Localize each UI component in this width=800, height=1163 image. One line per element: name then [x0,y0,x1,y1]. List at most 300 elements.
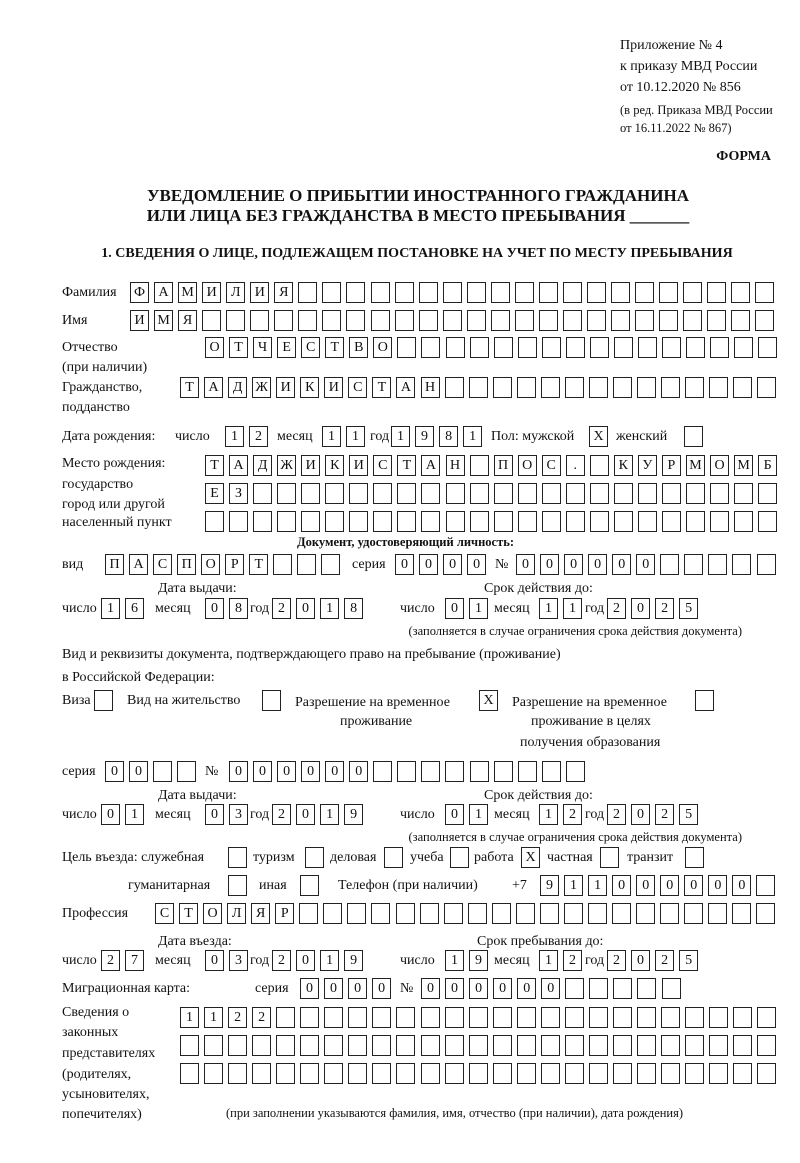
permit-valid-day-cell[interactable]: 0 [445,804,464,825]
doc-kind-cell[interactable]: П [105,554,124,575]
mc-series-cell[interactable]: 0 [372,978,391,999]
purpose-tourism-cell[interactable] [305,847,324,868]
representatives-1-cell[interactable] [493,1007,512,1028]
purpose-study-cell[interactable] [450,847,469,868]
representatives-2-cell[interactable] [589,1035,608,1056]
doc-number-cell[interactable]: 0 [612,554,631,575]
citizenship-cell[interactable] [493,377,512,398]
surname-cell[interactable] [515,282,534,303]
permit-issue-month-cell[interactable]: 0 [205,804,224,825]
patronymic-cell[interactable]: Ч [253,337,272,358]
citizenship-cell[interactable]: К [300,377,319,398]
doc-number-cell[interactable]: 0 [636,554,655,575]
doc-issue-year-cell[interactable]: 2 [272,598,291,619]
doc-valid-day-cell[interactable]: 1 [469,598,488,619]
representatives-3-cell[interactable] [661,1063,680,1084]
phone-cell[interactable]: 9 [540,875,559,896]
purpose-official-cell[interactable] [228,847,247,868]
birth-place-1-cell[interactable]: Н [446,455,465,476]
permit-series-cell[interactable] [153,761,172,782]
permit-issue-year-cell[interactable]: 1 [320,804,339,825]
entry-month-cell[interactable]: 0 [205,950,224,971]
mc-number-cell[interactable]: 0 [493,978,512,999]
stay-month-cell[interactable]: 2 [563,950,582,971]
surname-cell[interactable]: А [154,282,173,303]
name-cell[interactable] [731,310,750,331]
profession-cell[interactable] [396,903,415,924]
permit-valid-month-cell[interactable]: 2 [563,804,582,825]
mc-number-cell[interactable] [613,978,632,999]
representatives-1-cell[interactable] [757,1007,776,1028]
name-cell[interactable] [755,310,774,331]
citizenship-cell[interactable]: Ж [252,377,271,398]
name-cell[interactable] [491,310,510,331]
birth-place-2-cell[interactable] [325,483,344,504]
birth-place-2-cell[interactable] [421,483,440,504]
doc-number-cell[interactable] [732,554,751,575]
birth-place-1-cell[interactable]: Д [253,455,272,476]
representatives-3-cell[interactable] [541,1063,560,1084]
birth-place-2-cell[interactable] [662,483,681,504]
patronymic-cell[interactable] [494,337,513,358]
doc-issue-month-cell[interactable]: 0 [205,598,224,619]
doc-valid-month-cell[interactable]: 1 [563,598,582,619]
citizenship-cell[interactable] [757,377,776,398]
doc-valid-year-cell[interactable]: 2 [607,598,626,619]
permit-issue-year-cell[interactable]: 2 [272,804,291,825]
birth-place-3-cell[interactable] [758,511,777,532]
entry-year-cell[interactable]: 0 [296,950,315,971]
mc-number-cell[interactable]: 0 [445,978,464,999]
doc-number-cell[interactable]: 0 [540,554,559,575]
profession-cell[interactable] [708,903,727,924]
phone-cell[interactable]: 0 [660,875,679,896]
citizenship-cell[interactable] [637,377,656,398]
representatives-3-cell[interactable] [445,1063,464,1084]
name-cell[interactable] [419,310,438,331]
representatives-3-cell[interactable] [565,1063,584,1084]
purpose-other-cell[interactable] [300,875,319,896]
birth-place-1-cell[interactable]: П [494,455,513,476]
profession-cell[interactable] [371,903,390,924]
permit-number-cell[interactable]: 0 [229,761,248,782]
name-cell[interactable] [659,310,678,331]
citizenship-cell[interactable] [661,377,680,398]
profession-cell[interactable] [732,903,751,924]
birth-place-1-cell[interactable]: Р [662,455,681,476]
representatives-2-cell[interactable] [276,1035,295,1056]
patronymic-cell[interactable] [614,337,633,358]
representatives-2-cell[interactable] [733,1035,752,1056]
phone-cell[interactable]: 0 [708,875,727,896]
birth-place-3-cell[interactable] [373,511,392,532]
profession-cell[interactable] [612,903,631,924]
permit-issue-year-cell[interactable]: 0 [296,804,315,825]
patronymic-cell[interactable] [566,337,585,358]
representatives-2-cell[interactable] [517,1035,536,1056]
representatives-3-cell[interactable] [757,1063,776,1084]
purpose-transit-cell[interactable] [685,847,704,868]
patronymic-cell[interactable]: С [301,337,320,358]
birth-month-cell[interactable]: 1 [346,426,365,447]
patronymic-cell[interactable]: Т [325,337,344,358]
surname-cell[interactable] [371,282,390,303]
visa-cell[interactable] [94,690,113,711]
permit-issue-year-cell[interactable]: 9 [344,804,363,825]
name-cell[interactable] [298,310,317,331]
doc-issue-month-cell[interactable]: 8 [229,598,248,619]
sex-male-cell[interactable]: X [589,426,608,447]
patronymic-cell[interactable] [734,337,753,358]
birth-place-3-cell[interactable] [470,511,489,532]
birth-place-1-cell[interactable]: И [301,455,320,476]
permit-valid-year-cell[interactable]: 5 [679,804,698,825]
name-cell[interactable] [467,310,486,331]
birth-place-1-cell[interactable]: К [325,455,344,476]
surname-cell[interactable] [539,282,558,303]
name-cell[interactable] [539,310,558,331]
purpose-private-cell[interactable] [600,847,619,868]
permit-issue-month-cell[interactable]: 3 [229,804,248,825]
birth-month-cell[interactable]: 1 [322,426,341,447]
doc-kind-cell[interactable]: А [129,554,148,575]
patronymic-cell[interactable] [421,337,440,358]
permit-number-cell[interactable]: 0 [349,761,368,782]
representatives-1-cell[interactable] [300,1007,319,1028]
patronymic-cell[interactable] [686,337,705,358]
permit-number-cell[interactable] [566,761,585,782]
birth-place-3-cell[interactable] [301,511,320,532]
representatives-2-cell[interactable] [372,1035,391,1056]
permit-valid-year-cell[interactable]: 0 [631,804,650,825]
representatives-3-cell[interactable] [421,1063,440,1084]
name-cell[interactable] [202,310,221,331]
representatives-1-cell[interactable] [396,1007,415,1028]
birth-place-3-cell[interactable] [277,511,296,532]
representatives-2-cell[interactable] [541,1035,560,1056]
representatives-1-cell[interactable]: 2 [252,1007,271,1028]
name-cell[interactable] [322,310,341,331]
sex-female-cell[interactable] [684,426,703,447]
representatives-3-cell[interactable] [733,1063,752,1084]
doc-kind-cell[interactable]: Р [225,554,244,575]
birth-place-3-cell[interactable] [566,511,585,532]
birth-place-2-cell[interactable] [446,483,465,504]
representatives-1-cell[interactable] [469,1007,488,1028]
entry-year-cell[interactable]: 9 [344,950,363,971]
phone-cell[interactable]: 0 [684,875,703,896]
birth-place-3-cell[interactable] [205,511,224,532]
profession-cell[interactable] [636,903,655,924]
representatives-1-cell[interactable] [348,1007,367,1028]
birth-place-2-cell[interactable] [470,483,489,504]
surname-cell[interactable] [467,282,486,303]
doc-issue-day-cell[interactable]: 1 [101,598,120,619]
profession-cell[interactable] [323,903,342,924]
patronymic-cell[interactable]: О [205,337,224,358]
citizenship-cell[interactable] [565,377,584,398]
representatives-2-cell[interactable] [396,1035,415,1056]
representatives-3-cell[interactable] [372,1063,391,1084]
purpose-humanitarian-cell[interactable] [228,875,247,896]
entry-year-cell[interactable]: 1 [320,950,339,971]
birth-place-2-cell[interactable] [301,483,320,504]
birth-place-1-cell[interactable]: Т [397,455,416,476]
surname-cell[interactable] [731,282,750,303]
permit-number-cell[interactable] [542,761,561,782]
entry-month-cell[interactable]: 3 [229,950,248,971]
profession-cell[interactable] [540,903,559,924]
permit-number-cell[interactable]: 0 [253,761,272,782]
birth-place-2-cell[interactable] [518,483,537,504]
birth-place-2-cell[interactable] [373,483,392,504]
phone-cell[interactable]: 1 [588,875,607,896]
doc-kind-cell[interactable] [321,554,340,575]
representatives-1-cell[interactable]: 2 [228,1007,247,1028]
representatives-1-cell[interactable] [445,1007,464,1028]
doc-number-cell[interactable] [684,554,703,575]
birth-year-cell[interactable]: 1 [391,426,410,447]
phone-cell[interactable]: 0 [636,875,655,896]
birth-place-1-cell[interactable]: И [349,455,368,476]
representatives-3-cell[interactable] [709,1063,728,1084]
representatives-3-cell[interactable] [180,1063,199,1084]
representatives-2-cell[interactable] [445,1035,464,1056]
representatives-3-cell[interactable] [685,1063,704,1084]
citizenship-cell[interactable] [517,377,536,398]
name-cell[interactable] [395,310,414,331]
surname-cell[interactable] [322,282,341,303]
representatives-3-cell[interactable] [204,1063,223,1084]
birth-place-2-cell[interactable] [542,483,561,504]
surname-cell[interactable]: М [178,282,197,303]
birth-place-2-cell[interactable] [638,483,657,504]
mc-series-cell[interactable]: 0 [348,978,367,999]
birth-place-3-cell[interactable] [542,511,561,532]
representatives-2-cell[interactable] [685,1035,704,1056]
surname-cell[interactable] [443,282,462,303]
birth-place-1-cell[interactable]: А [229,455,248,476]
birth-year-cell[interactable]: 9 [415,426,434,447]
surname-cell[interactable] [491,282,510,303]
permit-series-cell[interactable] [177,761,196,782]
birth-place-1-cell[interactable]: О [518,455,537,476]
doc-number-cell[interactable]: 0 [588,554,607,575]
profession-cell[interactable] [299,903,318,924]
profession-cell[interactable] [444,903,463,924]
patronymic-cell[interactable] [397,337,416,358]
representatives-3-cell[interactable] [517,1063,536,1084]
birth-place-3-cell[interactable] [229,511,248,532]
doc-kind-cell[interactable] [273,554,292,575]
permit-valid-year-cell[interactable]: 2 [607,804,626,825]
birth-place-2-cell[interactable] [710,483,729,504]
surname-cell[interactable] [419,282,438,303]
doc-kind-cell[interactable]: С [153,554,172,575]
surname-cell[interactable]: И [250,282,269,303]
representatives-3-cell[interactable] [469,1063,488,1084]
citizenship-cell[interactable]: Т [372,377,391,398]
mc-series-cell[interactable]: 0 [300,978,319,999]
surname-cell[interactable] [707,282,726,303]
patronymic-cell[interactable] [638,337,657,358]
name-cell[interactable] [226,310,245,331]
representatives-3-cell[interactable] [637,1063,656,1084]
citizenship-cell[interactable] [589,377,608,398]
name-cell[interactable] [635,310,654,331]
representatives-1-cell[interactable] [565,1007,584,1028]
stay-day-cell[interactable]: 1 [445,950,464,971]
birth-place-2-cell[interactable] [253,483,272,504]
mc-number-cell[interactable]: 0 [541,978,560,999]
patronymic-cell[interactable] [470,337,489,358]
name-cell[interactable] [563,310,582,331]
permit-number-cell[interactable]: 0 [325,761,344,782]
birth-place-2-cell[interactable] [277,483,296,504]
birth-place-3-cell[interactable] [494,511,513,532]
representatives-2-cell[interactable] [637,1035,656,1056]
stay-year-cell[interactable]: 2 [607,950,626,971]
entry-year-cell[interactable]: 2 [272,950,291,971]
birth-place-1-cell[interactable] [470,455,489,476]
patronymic-cell[interactable]: Е [277,337,296,358]
doc-issue-year-cell[interactable]: 0 [296,598,315,619]
representatives-1-cell[interactable] [372,1007,391,1028]
representatives-3-cell[interactable] [589,1063,608,1084]
birth-place-2-cell[interactable] [349,483,368,504]
profession-cell[interactable]: Р [275,903,294,924]
name-cell[interactable] [587,310,606,331]
birth-place-2-cell[interactable]: З [229,483,248,504]
birth-place-3-cell[interactable] [253,511,272,532]
permit-number-cell[interactable] [494,761,513,782]
representatives-2-cell[interactable] [204,1035,223,1056]
doc-valid-day-cell[interactable]: 0 [445,598,464,619]
profession-cell[interactable]: С [155,903,174,924]
patronymic-cell[interactable] [590,337,609,358]
permit-issue-day-cell[interactable]: 0 [101,804,120,825]
birth-place-1-cell[interactable]: М [734,455,753,476]
birth-place-1-cell[interactable]: С [373,455,392,476]
birth-place-3-cell[interactable] [397,511,416,532]
representatives-1-cell[interactable] [324,1007,343,1028]
representatives-3-cell[interactable] [324,1063,343,1084]
mc-number-cell[interactable] [662,978,681,999]
birth-year-cell[interactable]: 8 [439,426,458,447]
mc-series-cell[interactable]: 0 [324,978,343,999]
representatives-1-cell[interactable]: 1 [180,1007,199,1028]
birth-place-1-cell[interactable] [590,455,609,476]
doc-series-cell[interactable]: 0 [443,554,462,575]
stay-year-cell[interactable]: 0 [631,950,650,971]
profession-cell[interactable] [347,903,366,924]
permit-valid-year-cell[interactable]: 2 [655,804,674,825]
permit-valid-day-cell[interactable]: 1 [469,804,488,825]
citizenship-cell[interactable] [709,377,728,398]
mc-number-cell[interactable]: 0 [421,978,440,999]
doc-series-cell[interactable]: 0 [467,554,486,575]
purpose-work-cell[interactable]: X [521,847,540,868]
permit-number-cell[interactable] [470,761,489,782]
birth-place-1-cell[interactable]: М [686,455,705,476]
citizenship-cell[interactable] [685,377,704,398]
representatives-3-cell[interactable] [228,1063,247,1084]
representatives-1-cell[interactable] [733,1007,752,1028]
citizenship-cell[interactable] [445,377,464,398]
representatives-1-cell[interactable]: 1 [204,1007,223,1028]
representatives-2-cell[interactable] [180,1035,199,1056]
patronymic-cell[interactable] [710,337,729,358]
birth-day-cell[interactable]: 2 [249,426,268,447]
representatives-3-cell[interactable] [613,1063,632,1084]
representatives-2-cell[interactable] [613,1035,632,1056]
profession-cell[interactable] [420,903,439,924]
birth-place-1-cell[interactable]: Ж [277,455,296,476]
representatives-2-cell[interactable] [565,1035,584,1056]
representatives-3-cell[interactable] [300,1063,319,1084]
birth-place-3-cell[interactable] [349,511,368,532]
representatives-3-cell[interactable] [493,1063,512,1084]
doc-number-cell[interactable]: 0 [516,554,535,575]
birth-place-1-cell[interactable]: О [710,455,729,476]
doc-number-cell[interactable] [708,554,727,575]
representatives-2-cell[interactable] [252,1035,271,1056]
name-cell[interactable] [683,310,702,331]
patronymic-cell[interactable]: В [349,337,368,358]
birth-place-3-cell[interactable] [638,511,657,532]
profession-cell[interactable] [660,903,679,924]
phone-cell[interactable]: 0 [732,875,751,896]
patronymic-cell[interactable] [542,337,561,358]
permit-valid-month-cell[interactable]: 1 [539,804,558,825]
surname-cell[interactable]: Л [226,282,245,303]
permit-number-cell[interactable] [445,761,464,782]
profession-cell[interactable] [564,903,583,924]
doc-issue-day-cell[interactable]: 6 [125,598,144,619]
mc-number-cell[interactable] [565,978,584,999]
name-cell[interactable] [346,310,365,331]
birth-day-cell[interactable]: 1 [225,426,244,447]
birth-place-3-cell[interactable] [518,511,537,532]
phone-cell[interactable]: 0 [612,875,631,896]
surname-cell[interactable]: Ф [130,282,149,303]
permit-number-cell[interactable] [397,761,416,782]
patronymic-cell[interactable]: Т [229,337,248,358]
surname-cell[interactable] [395,282,414,303]
representatives-2-cell[interactable] [757,1035,776,1056]
mc-number-cell[interactable] [637,978,656,999]
citizenship-cell[interactable]: А [396,377,415,398]
birth-place-3-cell[interactable] [446,511,465,532]
birth-place-3-cell[interactable] [662,511,681,532]
doc-number-cell[interactable] [757,554,776,575]
name-cell[interactable] [611,310,630,331]
surname-cell[interactable] [755,282,774,303]
representatives-2-cell[interactable] [709,1035,728,1056]
representatives-3-cell[interactable] [252,1063,271,1084]
birth-place-2-cell[interactable] [614,483,633,504]
name-cell[interactable] [707,310,726,331]
permit-series-cell[interactable]: 0 [129,761,148,782]
birth-place-3-cell[interactable] [710,511,729,532]
name-cell[interactable]: И [130,310,149,331]
profession-cell[interactable] [684,903,703,924]
name-cell[interactable]: М [154,310,173,331]
doc-kind-cell[interactable] [297,554,316,575]
name-cell[interactable] [274,310,293,331]
profession-cell[interactable] [516,903,535,924]
doc-number-cell[interactable]: 0 [564,554,583,575]
